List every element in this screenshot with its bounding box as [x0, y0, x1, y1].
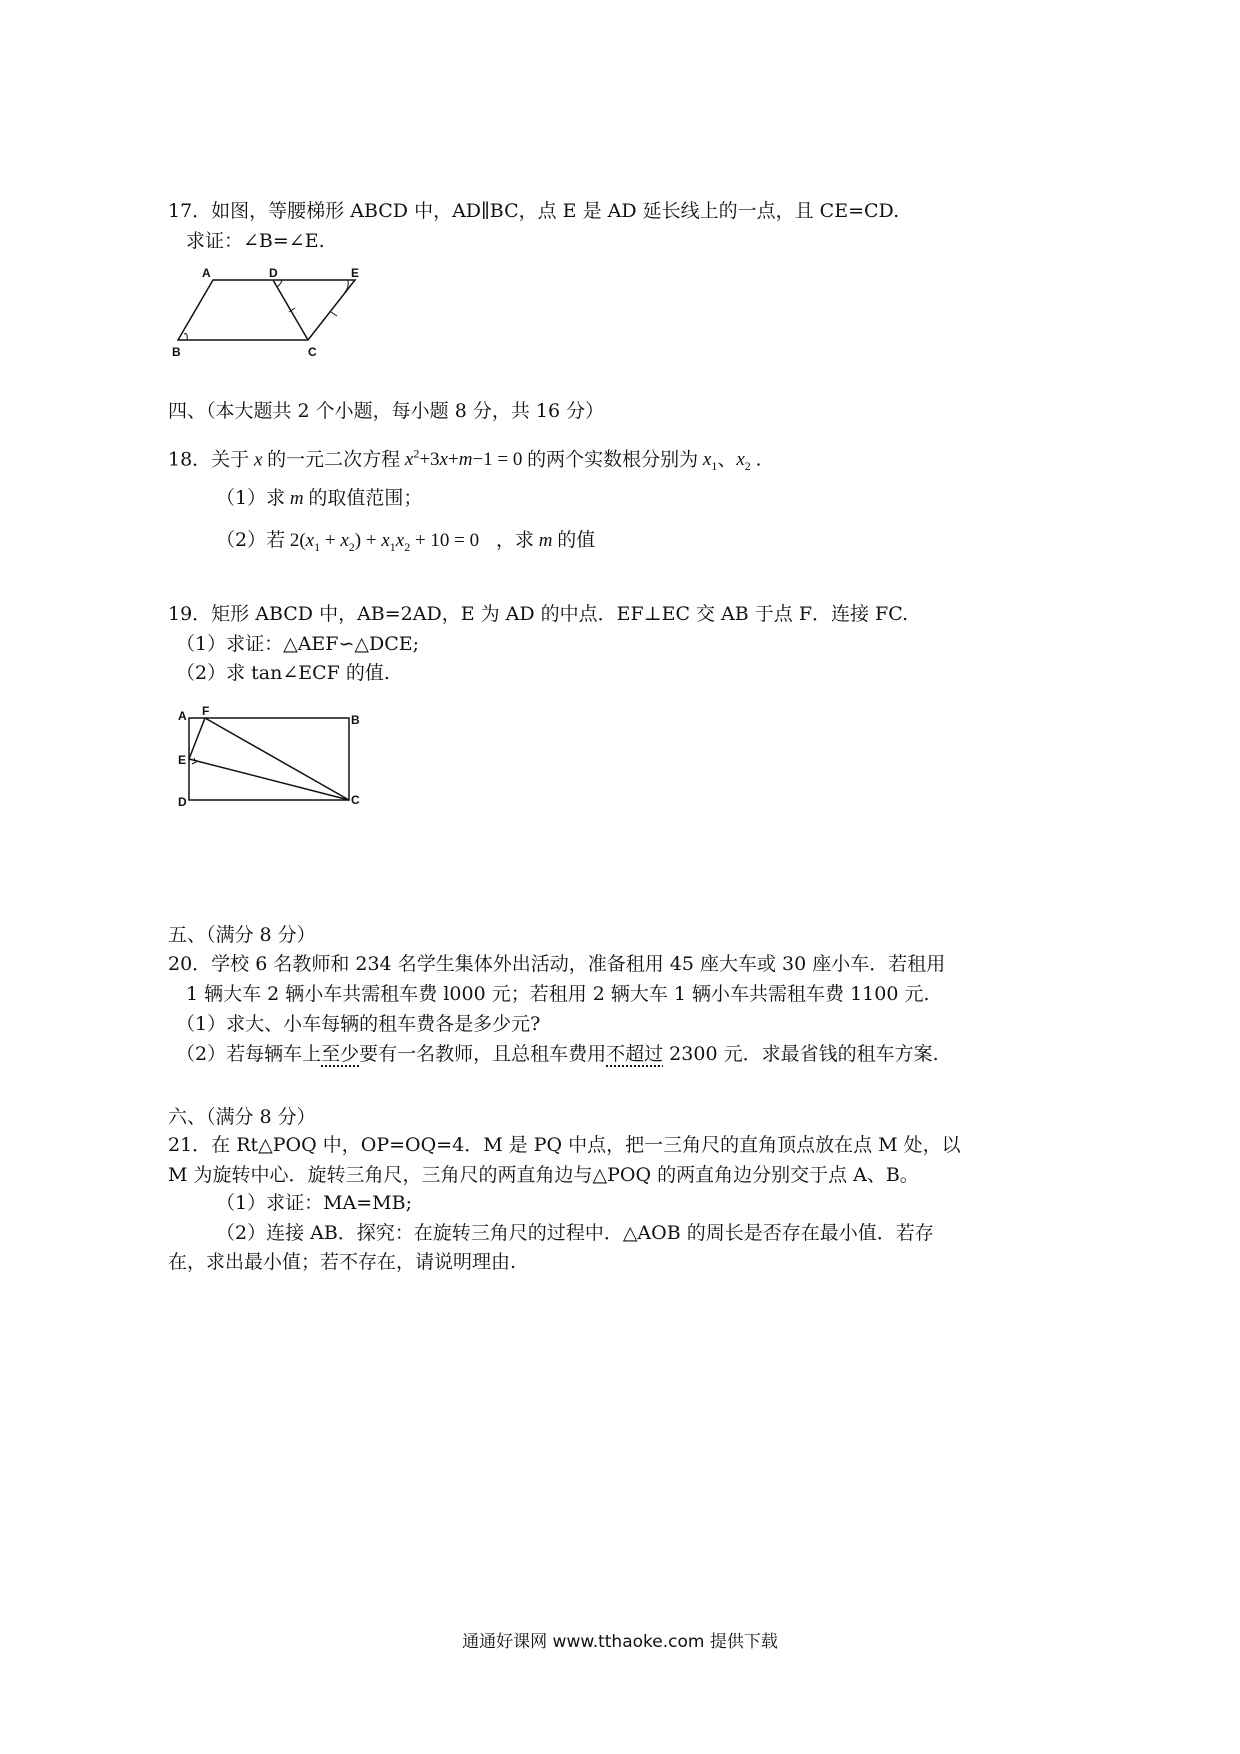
section5-heading: 五、（满分 8 分） [168, 924, 316, 946]
q19-part1: （1）求证：△AEF∽△DCE; [176, 633, 420, 655]
q17-trapezoid-figure [165, 262, 375, 362]
q20-line1: 20．学校 6 名教师和 234 名学生集体外出活动，准备租用 45 座大车或 30 座小车．若租用 [168, 953, 946, 975]
label-C: C [351, 793, 360, 807]
q21-line2: M 为旋转中心．旋转三角尺，三角尺的两直角边与△POQ 的两直角边分别交于点 A、B。 [168, 1164, 919, 1186]
label-B: B [172, 345, 181, 359]
q19-part2: （2）求 tan∠ECF 的值. [176, 662, 390, 684]
q18-part2: （2）若 $2(x_1 + x_2) + x_1x_2 + 10 = 0$ ，求 m 的值 [216, 529, 596, 554]
q17-line1: 17．如图，等腰梯形 ABCD 中，AD∥BC，点 E 是 AD 延长线上的一点，且 CE=CD. [168, 200, 900, 222]
label-A: A [202, 266, 211, 280]
q21-part2: （2）连接 AB．探究：在旋转三角尺的过程中．△AOB 的周长是否存在最小值．若存 [216, 1222, 934, 1244]
label-D: D [269, 266, 278, 280]
label-B: B [351, 713, 360, 727]
label-E: E [178, 753, 187, 767]
q18-stem: 18．关于 x 的一元二次方程 $x^2+3x+m-1 = 0$ 的两个实数根分别为 $x_1$、$x_2$ . [168, 447, 762, 474]
q20-part1: （1）求大、小车每辆的租车费各是多少元? [176, 1013, 541, 1035]
q20-line2: 1 辆大车 2 辆小车共需租车费 l000 元；若租用 2 辆大车 1 辆小车共需租车费 1100 元. [186, 983, 930, 1005]
q20-part2: （2）若每辆车上至少要有一名教师，且总租车费用不超过 2300 元．求最省钱的租车方案. [176, 1043, 939, 1065]
label-A: A [178, 709, 187, 723]
q21-part2-cont: 在，求出最小值；若不存在，请说明理由. [168, 1251, 517, 1273]
q21-part1: （1）求证：MA=MB; [216, 1192, 413, 1214]
q19-line1: 19．矩形 ABCD 中，AB=2AD，E 为 AD 的中点．EF⊥EC 交 AB 于点 F．连接 FC. [168, 603, 909, 625]
q17-line2: 求证：∠B=∠E. [186, 230, 325, 252]
q19-rectangle-figure [174, 704, 374, 814]
label-D: D [178, 795, 187, 809]
q18-part1: （1）求 m 的取值范围； [216, 487, 423, 509]
section6-heading: 六、（满分 8 分） [168, 1106, 316, 1128]
label-E: E [351, 266, 360, 280]
page-footer: 通通好课网 www.tthaoke.com 提供下载 [462, 1632, 778, 1652]
section4-heading: 四、（本大题共 2 个小题，每小题 8 分，共 16 分） [168, 400, 605, 422]
label-C: C [308, 345, 317, 359]
label-F: F [202, 704, 210, 718]
q21-line1: 21．在 Rt△POQ 中，OP=OQ=4．M 是 PQ 中点，把一三角尺的直角顶点放在点 M 处，以 [168, 1134, 961, 1156]
